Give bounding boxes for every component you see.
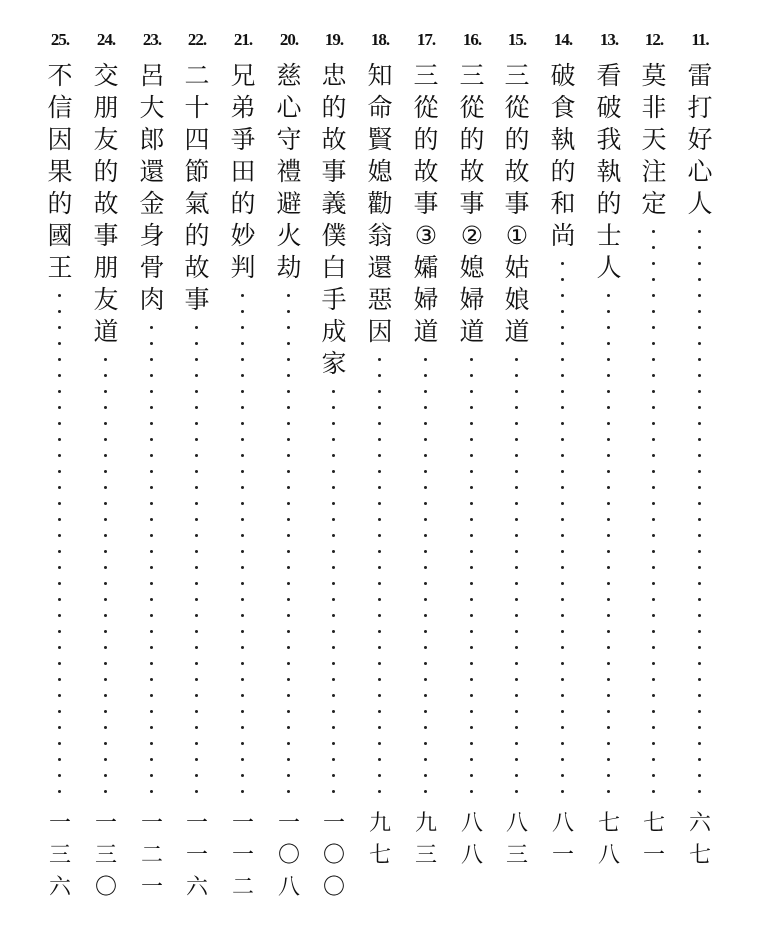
- toc-entry[interactable]: [406, 30, 446, 935]
- entry-number: 18.: [370, 30, 390, 49]
- entry-page-number: 九 七: [368, 811, 391, 868]
- toc-entry[interactable]: [132, 30, 172, 935]
- leader-dots: [560, 262, 566, 796]
- entry-title: 不 信 因 果 的 國 王: [47, 61, 73, 282]
- entry-title: 看 破 我 執 的 士 人: [596, 61, 622, 282]
- entry-page-number: 一 三 〇: [94, 811, 117, 900]
- entry-title: 三 從 的 故 事 ③ 孀 婦 道: [413, 61, 439, 346]
- toc-entry[interactable]: [223, 30, 263, 935]
- toc-entry[interactable]: [680, 30, 720, 935]
- leader-dots: [57, 294, 63, 796]
- entry-page-number: 八 八: [460, 811, 483, 868]
- entry-page-number: 一 〇 八: [277, 811, 300, 900]
- leader-dots: [697, 230, 703, 796]
- entry-number: 11.: [691, 30, 709, 49]
- entry-title: 知 命 賢 媳 勸 翁 還 惡 因: [367, 61, 393, 346]
- entry-title: 破 食 執 的 和 尚: [550, 61, 576, 250]
- leader-dots: [651, 230, 657, 796]
- entry-number: 25.: [50, 30, 70, 49]
- entry-title: 三 從 的 故 事 ① 姑 娘 道: [504, 61, 530, 346]
- entry-title: 二 十 四 節 氣 的 故 事: [184, 61, 210, 314]
- toc-entry[interactable]: [314, 30, 354, 935]
- entry-number: 20.: [279, 30, 299, 49]
- leader-dots: [194, 326, 200, 796]
- leader-dots: [469, 358, 475, 796]
- entry-page-number: 一 二 一: [140, 811, 163, 900]
- entry-page-number: 八 一: [551, 811, 574, 868]
- entry-title: 忠 的 故 事 義 僕 白 手 成 家: [321, 61, 347, 378]
- leader-dots: [103, 358, 109, 796]
- entry-page-number: 八 三: [505, 811, 528, 868]
- entry-number: 17.: [416, 30, 436, 49]
- entry-page-number: 七 一: [642, 811, 665, 868]
- entry-page-number: 一 一 六: [185, 811, 208, 900]
- toc-entry[interactable]: [452, 30, 492, 935]
- toc-entry[interactable]: [589, 30, 629, 935]
- leader-dots: [377, 358, 383, 796]
- entry-number: 22.: [187, 30, 207, 49]
- entry-number: 19.: [324, 30, 344, 49]
- toc-entry[interactable]: [634, 30, 674, 935]
- entry-title: 三 從 的 故 事 ② 媳 婦 道: [459, 61, 485, 346]
- entry-number: 14.: [553, 30, 573, 49]
- toc-entry[interactable]: [40, 30, 80, 935]
- entry-number: 13.: [599, 30, 619, 49]
- toc-entry[interactable]: [543, 30, 583, 935]
- entry-page-number: 七 八: [597, 811, 620, 868]
- leader-dots: [514, 358, 520, 796]
- entry-number: 12.: [644, 30, 664, 49]
- entry-title: 兄 弟 爭 田 的 妙 判: [230, 61, 256, 282]
- entry-page-number: 一 三 六: [48, 811, 71, 900]
- entry-number: 23.: [142, 30, 162, 49]
- entry-number: 16.: [462, 30, 482, 49]
- toc-entry[interactable]: [497, 30, 537, 935]
- toc-entry[interactable]: [177, 30, 217, 935]
- entry-page-number: 一 一 二: [231, 811, 254, 900]
- entry-number: 21.: [233, 30, 253, 49]
- entry-title: 慈 心 守 禮 避 火 劫: [276, 61, 302, 282]
- leader-dots: [423, 358, 429, 796]
- entry-number: 24.: [96, 30, 116, 49]
- leader-dots: [331, 390, 337, 796]
- entry-title: 呂 大 郎 還 金 身 骨 肉: [139, 61, 165, 314]
- toc-entry[interactable]: [360, 30, 400, 935]
- toc-entry[interactable]: [86, 30, 126, 935]
- entry-page-number: 一 〇 〇: [322, 811, 345, 900]
- leader-dots: [240, 294, 246, 796]
- toc-entry[interactable]: [269, 30, 309, 935]
- entry-page-number: 九 三: [414, 811, 437, 868]
- entry-title: 交 朋 友 的 故 事 朋 友 道: [93, 61, 119, 346]
- entry-number: 15.: [507, 30, 527, 49]
- entry-title: 雷 打 好 心 人: [687, 61, 713, 218]
- leader-dots: [149, 326, 155, 796]
- entry-page-number: 六 七: [688, 811, 711, 868]
- leader-dots: [286, 294, 292, 796]
- leader-dots: [606, 294, 612, 796]
- entry-title: 莫 非 天 注 定: [641, 61, 667, 218]
